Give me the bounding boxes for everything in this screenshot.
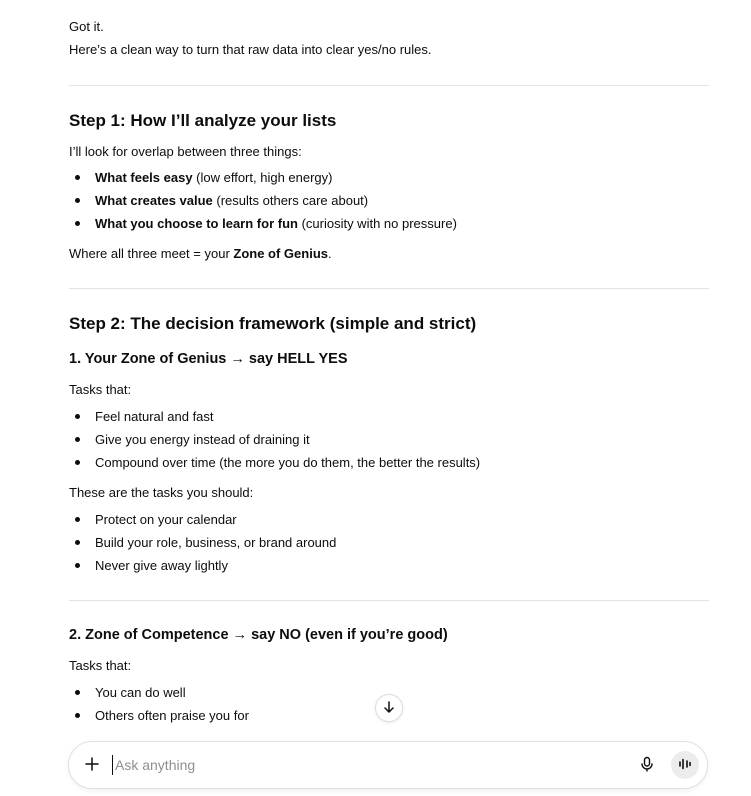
- arrow-down-icon: [382, 700, 396, 717]
- list-item: Others often praise you for: [69, 704, 709, 727]
- step1-list: [69, 166, 709, 235]
- intro-line-1: Got it.: [69, 19, 104, 34]
- list-item: You can do well: [69, 681, 709, 704]
- list-item: Compound over time (the more you do them, the better the results): [69, 451, 709, 474]
- list-item: What feels easy (low effort, high energy): [69, 166, 709, 189]
- microphone-icon: [639, 756, 655, 775]
- zone1-list: [69, 405, 709, 474]
- list-item: Give you energy instead of draining it: [69, 428, 709, 451]
- zone1-list2: [69, 508, 709, 577]
- zone1-heading: 1. Your Zone of Genius → say HELL YES: [69, 351, 348, 367]
- step1-lead: I’ll look for overlap between three things:: [69, 144, 302, 159]
- voice-mode-icon: [677, 756, 693, 775]
- zone1-lead2: These are the tasks you should:: [69, 485, 254, 500]
- step1-heading: Step 1: How I’ll analyze your lists: [69, 111, 337, 130]
- voice-mode-button[interactable]: [671, 751, 699, 779]
- conversation-content: [69, 0, 709, 744]
- zone2-heading: 2. Zone of Competence → say NO (even if you’re good): [69, 627, 448, 643]
- attach-button[interactable]: [82, 755, 102, 775]
- composer: [68, 741, 708, 789]
- list-item: Build your role, business, or brand around: [69, 531, 709, 554]
- zone1-lead: Tasks that:: [69, 382, 132, 397]
- list-item: Protect on your calendar: [69, 508, 709, 531]
- list-item: What you choose to learn for fun (curiosity with no pressure): [69, 212, 709, 235]
- list-item: Feel natural and fast: [69, 405, 709, 428]
- zone2-lead: Tasks that:: [69, 658, 132, 673]
- dictate-button[interactable]: [637, 755, 657, 775]
- list-item: Never give away lightly: [69, 554, 709, 577]
- step1-summary: Where all three meet = your Zone of Genius.: [69, 246, 332, 261]
- prompt-input[interactable]: [112, 755, 637, 775]
- step2-heading: Step 2: The decision framework (simple and strict): [69, 314, 477, 333]
- scroll-to-bottom-button[interactable]: [375, 694, 403, 722]
- list-item: What creates value (results others care about): [69, 189, 709, 212]
- intro-line-2: Here’s a clean way to turn that raw data into clear yes/no rules.: [69, 42, 432, 57]
- plus-icon: [84, 756, 100, 775]
